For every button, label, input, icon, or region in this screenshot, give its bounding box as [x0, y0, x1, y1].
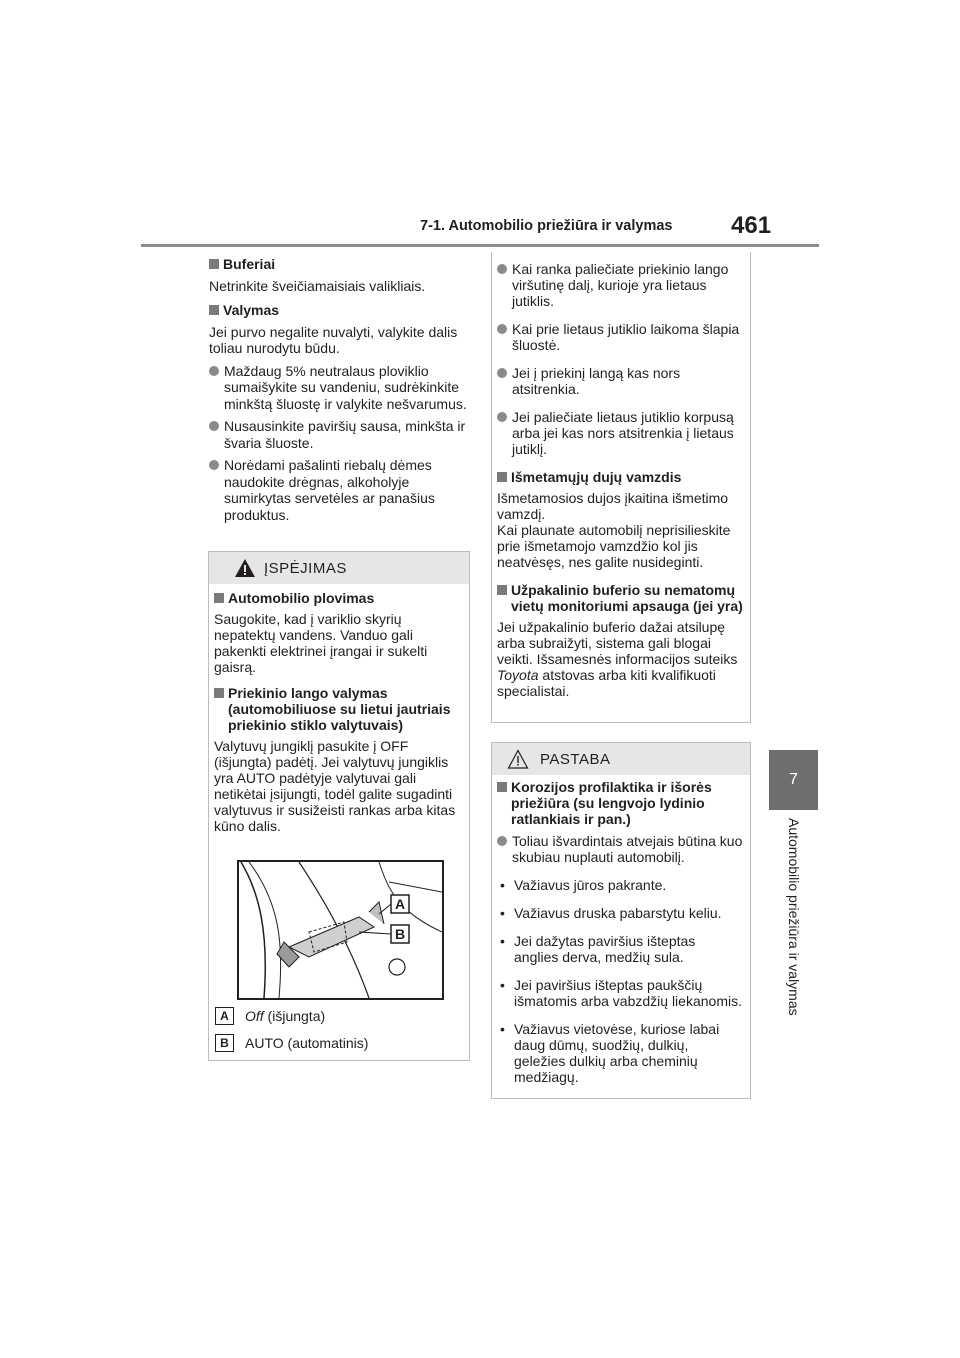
header-rule: [141, 244, 819, 247]
notice-bullet: Toliau išvardintais atvejais būtina kuo skubiau nuplauti automobilį.: [497, 833, 743, 865]
wiper-switch-illustration: [237, 860, 444, 1000]
rear-bumper-heading: Užpakalinio buferio su nematomų vietų monitoriumi apsauga (jei yra): [497, 582, 743, 614]
cleaning-text: Jei purvo negalite nuvalyti, valykite dalis toliau nurodytu būdu.: [209, 323, 458, 356]
notice-triangle-icon: [507, 749, 529, 769]
bumpers-heading: Buferiai: [209, 256, 467, 273]
steering-column-drawing: [239, 862, 442, 998]
warning-box: [208, 551, 470, 1061]
legend-item-b: B AUTO (automatinis): [215, 1035, 465, 1052]
notice-list-item: • Važiavus vietovėse, kuriose labai daug dūmų, suodžių, dulkių, geležies dulkių arba cheminių medžiagų.: [497, 1021, 743, 1085]
chapter-tab-title: Automobilio priežiūra ir valymas: [786, 818, 802, 1016]
warning-heading: Priekinio lango valymas (automobiliuose su lietui jautriais priekinio stiklo valytuvais): [214, 685, 464, 733]
notice-list-item: • Jei dažytas paviršius išteptas anglies derva, medžių sula.: [497, 933, 743, 965]
illustration-label-b: B: [394, 926, 406, 942]
warning-text: Saugokite, kad į variklio skyrių nepatektų vandens. Vanduo gali pakenkti elektrinei įrangai ir sukelti gaisrą.: [214, 611, 428, 675]
notice-heading: Korozijos profilaktika ir išorės priežiūra (su lengvojo lydinio ratlankiais ir pan.): [497, 779, 743, 827]
notice-list-item: • Važiavus jūros pakrante.: [497, 877, 743, 893]
warning-box-continued: [491, 252, 751, 723]
notice-title: PASTABA: [540, 751, 611, 768]
notice-box-header: [492, 743, 750, 775]
left-column: [209, 256, 467, 523]
exhaust-text: Kai plaunate automobilį neprisilieskite prie išmetamojo vamzdžio kol jis neatvėsęs, nes galite nusideginti.: [497, 522, 731, 570]
chapter-tab: 7: [769, 750, 818, 810]
cleaning-bullet: Nusausinkite paviršių sausa, minkšta ir švaria šluoste.: [209, 418, 467, 451]
rear-bumper-text: Jei užpakalinio buferio dažai atsilupę arba subraižyti, sistema gali blogai veikti. Išsamesnės informacijos suteiks Toyota atstovas arba kiti kvalifikuoti specialistai.: [497, 619, 738, 699]
exhaust-text: Išmetamosios dujos įkaitina išmetimo vamzdį.: [497, 490, 729, 522]
legend-key-a: A: [215, 1007, 234, 1025]
warning-text: Valytuvų jungiklį pasukite į OFF (išjungta) padėtį. Jei valytuvų jungiklis yra AUTO padėtyje valytuvai gali netikėtai įsijungti, todėl galite sugadinti valytuvus ir susižeisti rankas arba kitas kūno dalis.: [214, 738, 456, 834]
warning-bullet: Jei paliečiate lietaus jutiklio korpusą arba jei kas nors atsitrenkia į lietaus jutiklį.: [497, 409, 743, 457]
notice-list-item: • Važiavus druska pabarstytu keliu.: [497, 905, 743, 921]
section-title: 7-1. Automobilio priežiūra ir valymas: [420, 218, 673, 234]
warning-heading: Automobilio plovimas: [214, 590, 464, 606]
notice-list-item: • Jei paviršius išteptas paukščių išmatomis arba vabzdžių liekanomis.: [497, 977, 743, 1009]
warning-title: ĮSPĖJIMAS: [264, 560, 347, 577]
warning-bullet: Kai prie lietaus jutiklio laikoma šlapia šluostė.: [497, 321, 743, 353]
warning-bullet: Jei į priekinį langą kas nors atsitrenkia.: [497, 365, 743, 397]
page-number: 461: [731, 212, 772, 239]
exhaust-heading: Išmetamųjų dujų vamzdis: [497, 469, 743, 485]
cleaning-bullet: Norėdami pašalinti riebalų dėmes naudokite drėgnas, alkoholyje sumirkytas servetėles ar panašius produktus.: [209, 457, 467, 523]
warning-box-header: [209, 552, 469, 584]
notice-box: [491, 742, 751, 1099]
bumpers-text: Netrinkite šveičiamaisiais valikliais.: [209, 277, 426, 294]
legend-key-b: B: [215, 1034, 234, 1052]
legend-item-a: A Off (išjungta): [215, 1008, 465, 1025]
cleaning-heading: Valymas: [209, 302, 467, 319]
illustration-label-a: A: [394, 896, 406, 912]
warning-triangle-icon: [234, 558, 256, 578]
cleaning-bullet: Maždaug 5% neutralaus ploviklio sumaišykite su vandeniu, sudrėkinkite minkštą šluostę ir valykite nešvarumus.: [209, 363, 467, 413]
illustration-legend: [215, 1008, 465, 1051]
warning-bullet: Kai ranka paliečiate priekinio lango viršutinę dalį, kurioje yra lietaus jutiklis.: [497, 261, 743, 309]
